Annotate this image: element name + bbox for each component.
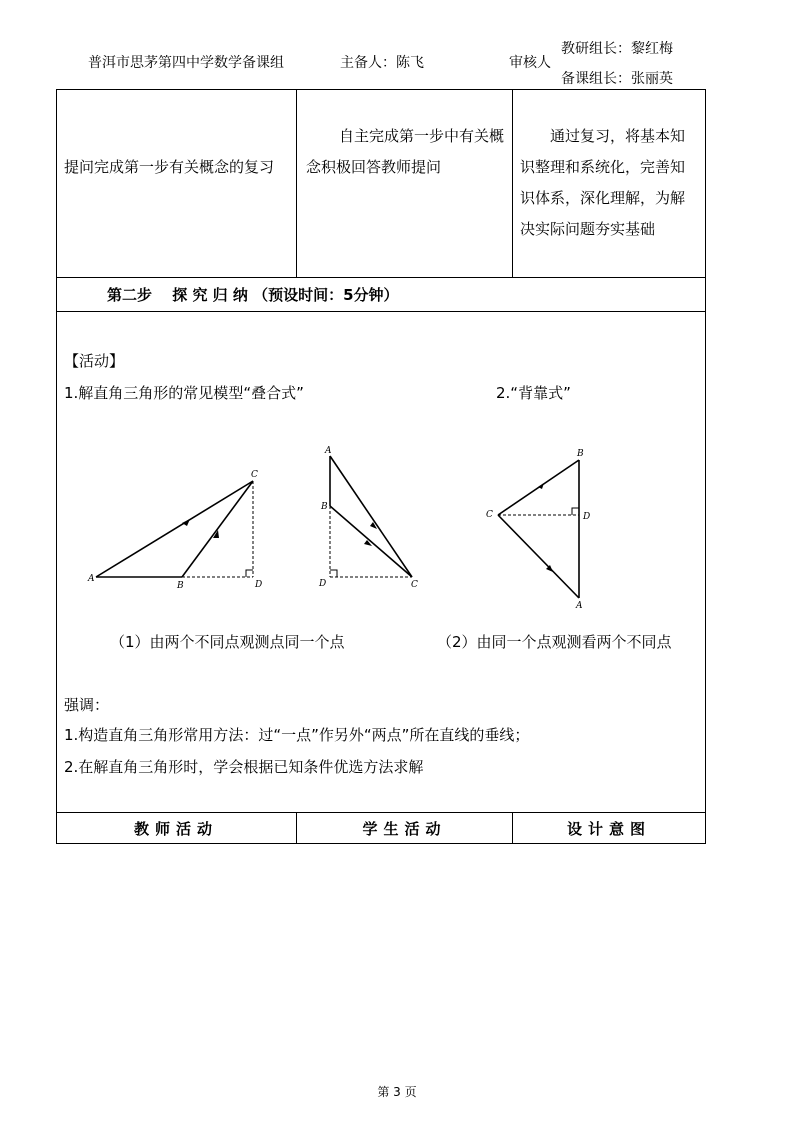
col-design-intent: 设计意图 <box>566 820 651 838</box>
model-item-1: 1.解直角三角形的常见模型“叠合式” <box>64 384 304 402</box>
page-number: 第 3 页 <box>377 1085 417 1099</box>
fig3-label-c: C <box>486 510 493 520</box>
caption-1: （1）由两个不同点观测点同一个点 <box>110 633 345 651</box>
research-leader: 教研组长：黎红梅 <box>561 41 673 57</box>
caption-2: （2）由同一个点观测看两个不同点 <box>437 633 672 651</box>
fig1-label-a: A <box>88 574 95 584</box>
fig2-label-b: B <box>321 502 328 512</box>
figure-back-to-back <box>486 449 590 611</box>
student-activity-text: 自主完成第一步中有关概念积极回答教师提问 <box>306 127 505 176</box>
col-student-activity: 学生活动 <box>362 820 447 838</box>
triangle-figures <box>56 420 706 620</box>
activity-heading: 【活动】 <box>64 352 125 370</box>
school-group: 普洱市思茅第四中学数学备课组 <box>88 55 284 71</box>
design-intent-text: 通过复习，将基本知识整理和系统化，完善知识体系，深化理解，为解决实际问题夯实基础 <box>520 127 686 238</box>
col-teacher-activity: 教师活动 <box>133 820 218 838</box>
step2-title: 第二步 探 究 归 纳 （预设时间：5分钟） <box>107 286 399 304</box>
emphasis-title: 强调： <box>64 696 110 714</box>
fig3-label-a: A <box>576 601 583 611</box>
fig3-label-d: D <box>583 512 591 522</box>
figure-overlap-1 <box>87 470 262 591</box>
fig2-label-d: D <box>319 579 327 589</box>
prep-leader: 备课组长：张丽英 <box>561 71 673 87</box>
fig1-label-d: D <box>255 580 263 590</box>
teacher-activity-text: 提问完成第一步有关概念的复习 <box>64 158 275 176</box>
fig1-label-b: B <box>177 581 184 591</box>
fig3-label-b: B <box>577 449 584 459</box>
figure-overlap-2 <box>318 446 418 590</box>
fig2-label-c: C <box>411 580 418 590</box>
reviewer: 审核人 <box>509 55 551 71</box>
emphasis-1: 1.构造直角三角形常用方法：过“一点”作另外“两点”所在直线的垂线； <box>64 726 530 744</box>
model-item-2: 2.“背靠式” <box>496 384 571 402</box>
emphasis-2: 2.在解直角三角形时，学会根据已知条件优选方法求解 <box>64 758 424 776</box>
preparer: 主备人：陈飞 <box>340 55 424 71</box>
fig2-label-a: A <box>325 446 332 456</box>
fig1-label-c: C <box>251 470 258 480</box>
